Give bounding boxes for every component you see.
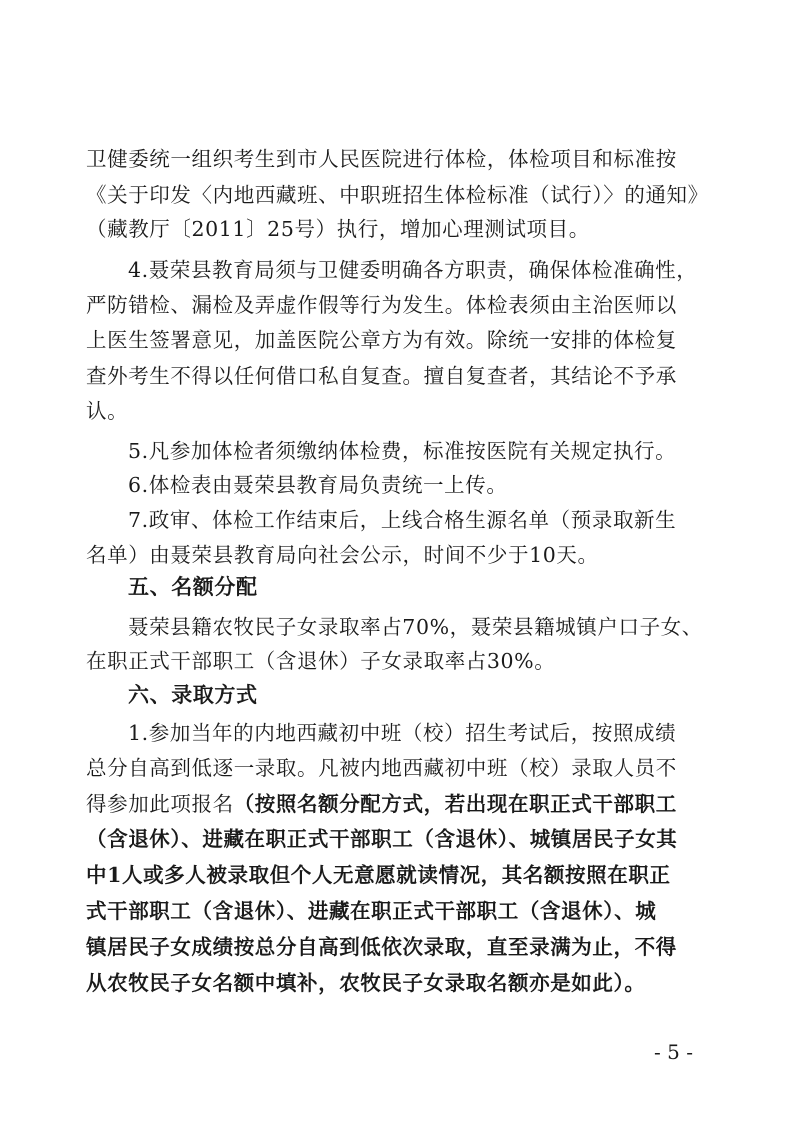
paragraph-line: 卫健委统一组织考生到市人民医院进行体检，体检项目和标准按 [86,147,677,171]
paragraph-line: 在职正式干部职工（含退休）子女录取率占30%。 [86,649,556,673]
paragraph-line: 严防错检、漏检及弄虚作假等行为发生。体检表须由主治医师以 [86,293,677,317]
page-number: - 5 - [654,1040,693,1064]
section-heading: 六、录取方式 [128,683,258,707]
bold-paragraph-line: （含退休）、进藏在职正式干部职工（含退休）、城镇居民子女其 [86,827,678,851]
line-text: 得参加此项报名 [86,792,234,816]
paragraph-line: 1.参加当年的内地西藏初中班（校）招生考试后，按照成绩 [128,721,677,745]
paragraph-line: 认。 [86,399,129,423]
bold-note-text: （按照名额分配方式，若出现在职正式干部职工 [233,792,677,816]
section-heading: 五、名额分配 [128,575,258,599]
paragraph-line [86,789,706,819]
paragraph-line: 6.体检表由聂荣县教育局负责统一上传。 [128,473,508,497]
paragraph-line: 上医生签署意见，加盖医院公章方为有效。除统一安排的体检复 [86,328,677,352]
paragraph-line: 7.政审、体检工作结束后，上线合格生源名单（预录取新生 [128,508,677,532]
paragraph-line: 名单）由聂荣县教育局向社会公示，时间不少于10天。 [86,543,599,567]
paragraph-line: 5.凡参加体检者须缴纳体检费，标准按医院有关规定执行。 [128,439,677,463]
bold-paragraph-line: 从农牧民子女名额中填补，农牧民子女录取名额亦是如此）。 [86,971,646,995]
paragraph-line: （藏教厅〔2011〕25号）执行，增加心理测试项目。 [86,217,590,241]
bold-paragraph-line: 镇居民子女成绩按总分自高到低依次录取，直至录满为止，不得 [86,935,677,959]
bold-paragraph-line: 中1人或多人被录取但个人无意愿就读情况，其名额按照在职正 [86,863,671,887]
bold-paragraph-line: 式干部职工（含退休）、进藏在职正式干部职工（含退休）、城 [86,899,657,923]
paragraph-line: 《关于印发〈内地西藏班、中职班招生体检标准（试行）〉的通知》 [86,183,709,207]
paragraph-line: 总分自高到低逐一录取。凡被内地西藏初中班（校）录取人员不 [86,756,677,780]
paragraph-line: 4.聂荣县教育局须与卫健委明确各方职责，确保体检准确性， [128,258,698,282]
paragraph-line: 聂荣县籍农牧民子女录取率占70%，聂荣县籍城镇户口子女、 [128,615,703,639]
paragraph-line: 查外考生不得以任何借口私自复查。擅自复查者，其结论不予承 [86,364,677,388]
